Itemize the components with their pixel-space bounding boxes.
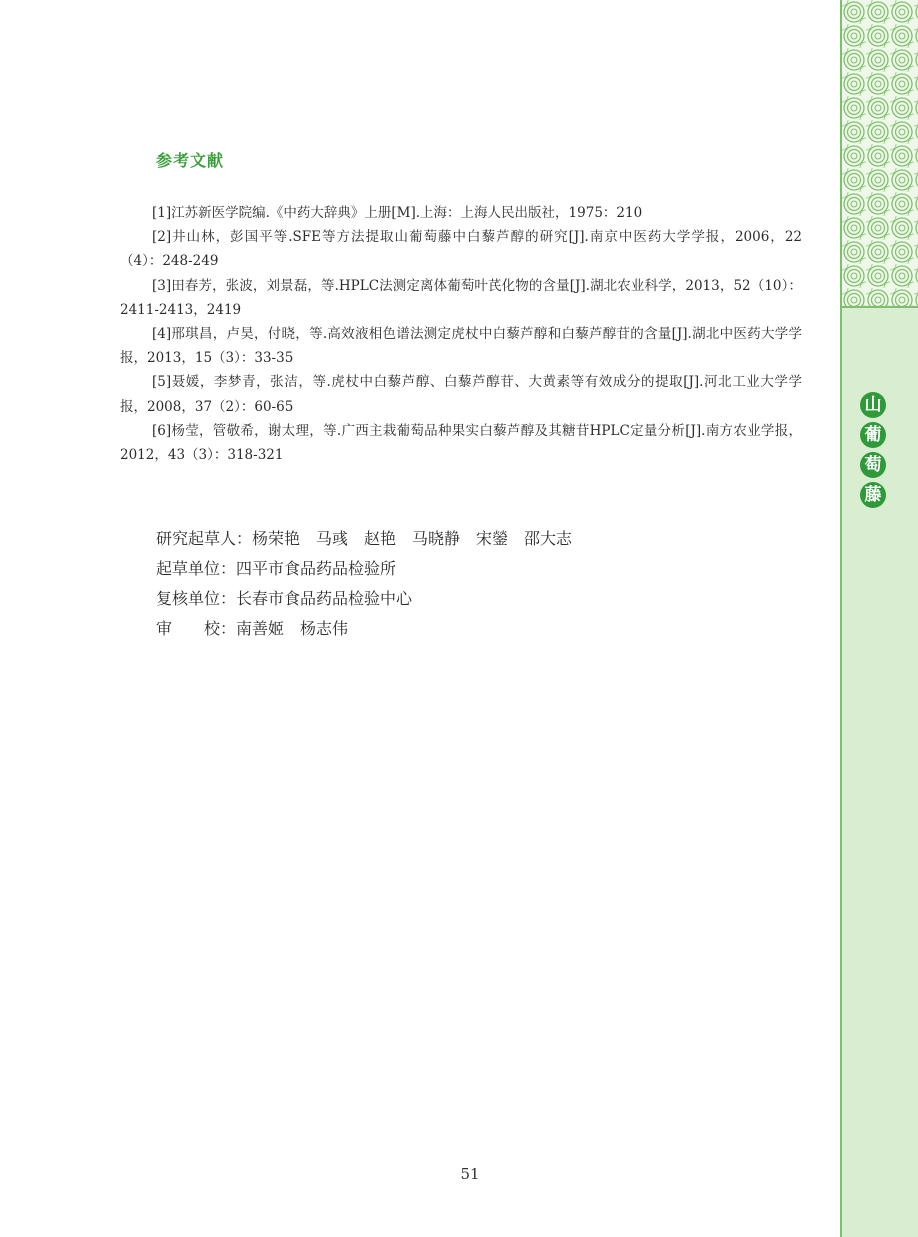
reference-item: [5]聂媛，李梦青，张洁，等.虎杖中白藜芦醇、白藜芦醇苷、大黄素等有效成分的提取[J].河北工业大学学报，2008，37（2）：60-65 [120,374,802,415]
sidebar-title-char: 葡 [860,422,886,448]
reference-item: [4]邢琪昌，卢昊，付晓，等.高效液相色谱法测定虎杖中白藜芦醇和白藜芦醇苷的含量[J].湖北中医药大学学报，2013，15（3）：33-35 [120,326,802,367]
cloud-pattern-decoration [842,0,918,308]
page-number: 51 [460,1165,480,1183]
credits [156,524,572,644]
sidebar-title [860,392,888,508]
sidebar-title-char: 山 [860,392,886,418]
credit-row-drafters [156,524,572,554]
reference-item: [3]田春芳，张波，刘景磊，等.HPLC法测定离体葡萄叶芪化物的含量[J].湖北农业科学，2013，52（10）：2411-2413，2419 [120,277,802,318]
sidebar [840,0,918,1237]
sidebar-title-char: 萄 [860,452,886,478]
credit-label: 审 校： [156,619,237,638]
credit-row-drafting-unit [156,554,572,584]
credit-label: 复核单位： [156,589,237,608]
credit-label: 起草单位： [156,559,237,578]
section-title: 参考文献 [156,151,225,170]
credit-value: 四平市食品药品检验所 [236,559,397,578]
credit-row-proofread [156,614,572,644]
reference-item: [6]杨莹，管敬希，谢太理，等.广西主栽葡萄品种果实白藜芦醇及其糖苷HPLC定量分析[J].南方农业学报，2012，43（3）：318-321 [120,422,802,464]
credit-label: 研究起草人： [156,529,253,548]
credit-value: 杨荣艳 马彧 赵艳 马晓静 宋鎣 邵大志 [252,529,573,548]
sidebar-title-char: 藤 [860,482,886,508]
reference-list [120,201,802,467]
reference-item: [2]井山林，彭国平等.SFE等方法提取山葡萄藤中白藜芦醇的研究[J].南京中医药大学学报，2006，22（4）：248-249 [120,229,802,270]
reference-item: [1]江苏新医学院编.《中药大辞典》上册[M].上海：上海人民出版社，1975：210 [152,205,643,221]
credit-value: 南善姬 杨志伟 [236,619,349,638]
credit-value: 长春市食品药品检验中心 [236,589,413,608]
credit-row-review-unit [156,584,572,614]
